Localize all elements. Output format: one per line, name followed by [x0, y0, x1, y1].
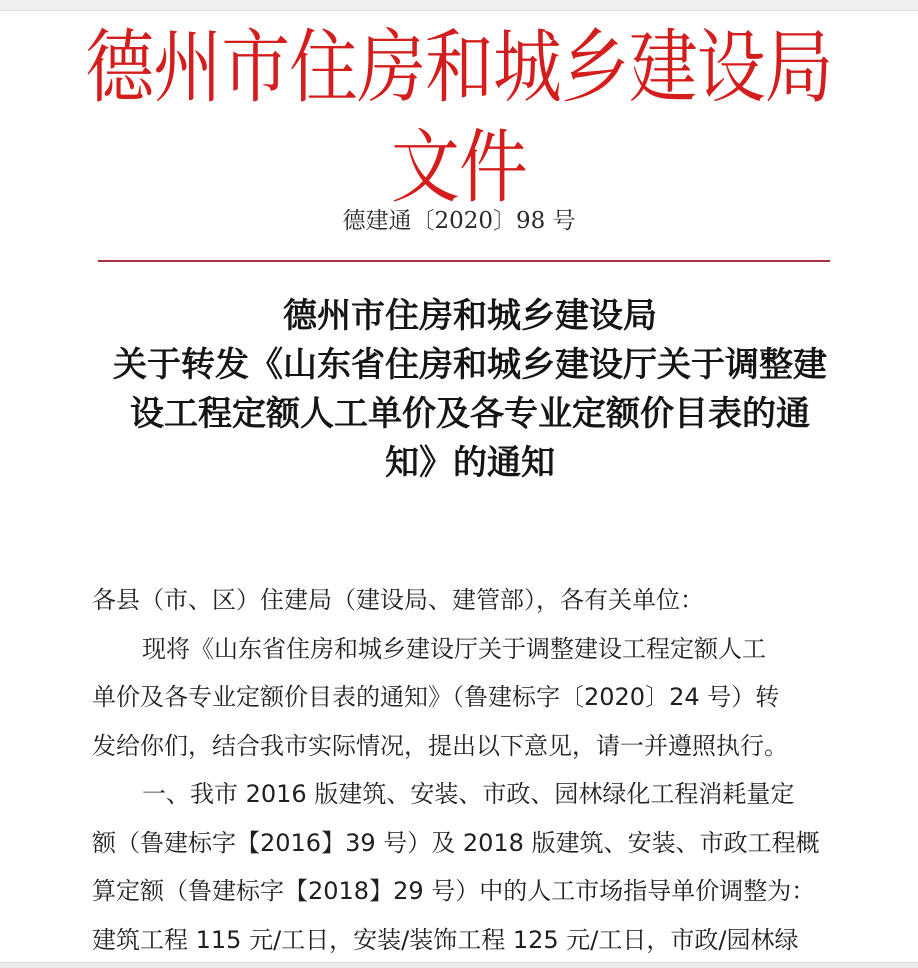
top-edge-bar — [0, 0, 918, 11]
issuer-header: 德州市住房和城乡建设局文件 — [85, 21, 833, 214]
title-line: 关于转发《山东省住房和城乡建设厅关于调整建 — [113, 345, 827, 385]
paragraph-line: 单价及各专业定额价目表的通知》（鲁建标字〔2020〕24 号）转 — [92, 683, 780, 711]
bottom-edge-bar — [0, 962, 918, 968]
title-line: 设工程定额人工单价及各专业定额价目表的通 — [130, 394, 810, 434]
title-line: 德州市住房和城乡建设局 — [283, 296, 657, 336]
paragraph-line: 算定额（鲁建标字【2018】29 号）中的人工市场指导单价调整为： — [92, 877, 816, 905]
red-divider — [98, 260, 830, 262]
paragraph-line: 一、我市 2016 版建筑、安装、市政、园林绿化工程消耗量定 — [142, 780, 795, 808]
paragraph-line: 额（鲁建标字【2016】39 号）及 2018 版建筑、安装、市政工程概 — [92, 828, 820, 857]
document-number: 德建通〔2020〕98 号 — [342, 208, 576, 234]
document-title — [90, 292, 850, 488]
paragraph-line: 建筑工程 115 元/工日，安装/装饰工程 125 元/工日，市政/园林绿 — [92, 925, 799, 954]
paragraph-line: 现将《山东省住房和城乡建设厅关于调整建设工程定额人工 — [142, 634, 766, 663]
title-line: 知》的通知 — [385, 443, 555, 483]
paragraph-line: 发给你们，结合我市实际情况，提出以下意见，请一并遵照执行。 — [92, 731, 788, 760]
salutation: 各县（市、区）住建局（建设局、建管部），各有关单位： — [92, 586, 704, 614]
document-body — [92, 576, 862, 964]
